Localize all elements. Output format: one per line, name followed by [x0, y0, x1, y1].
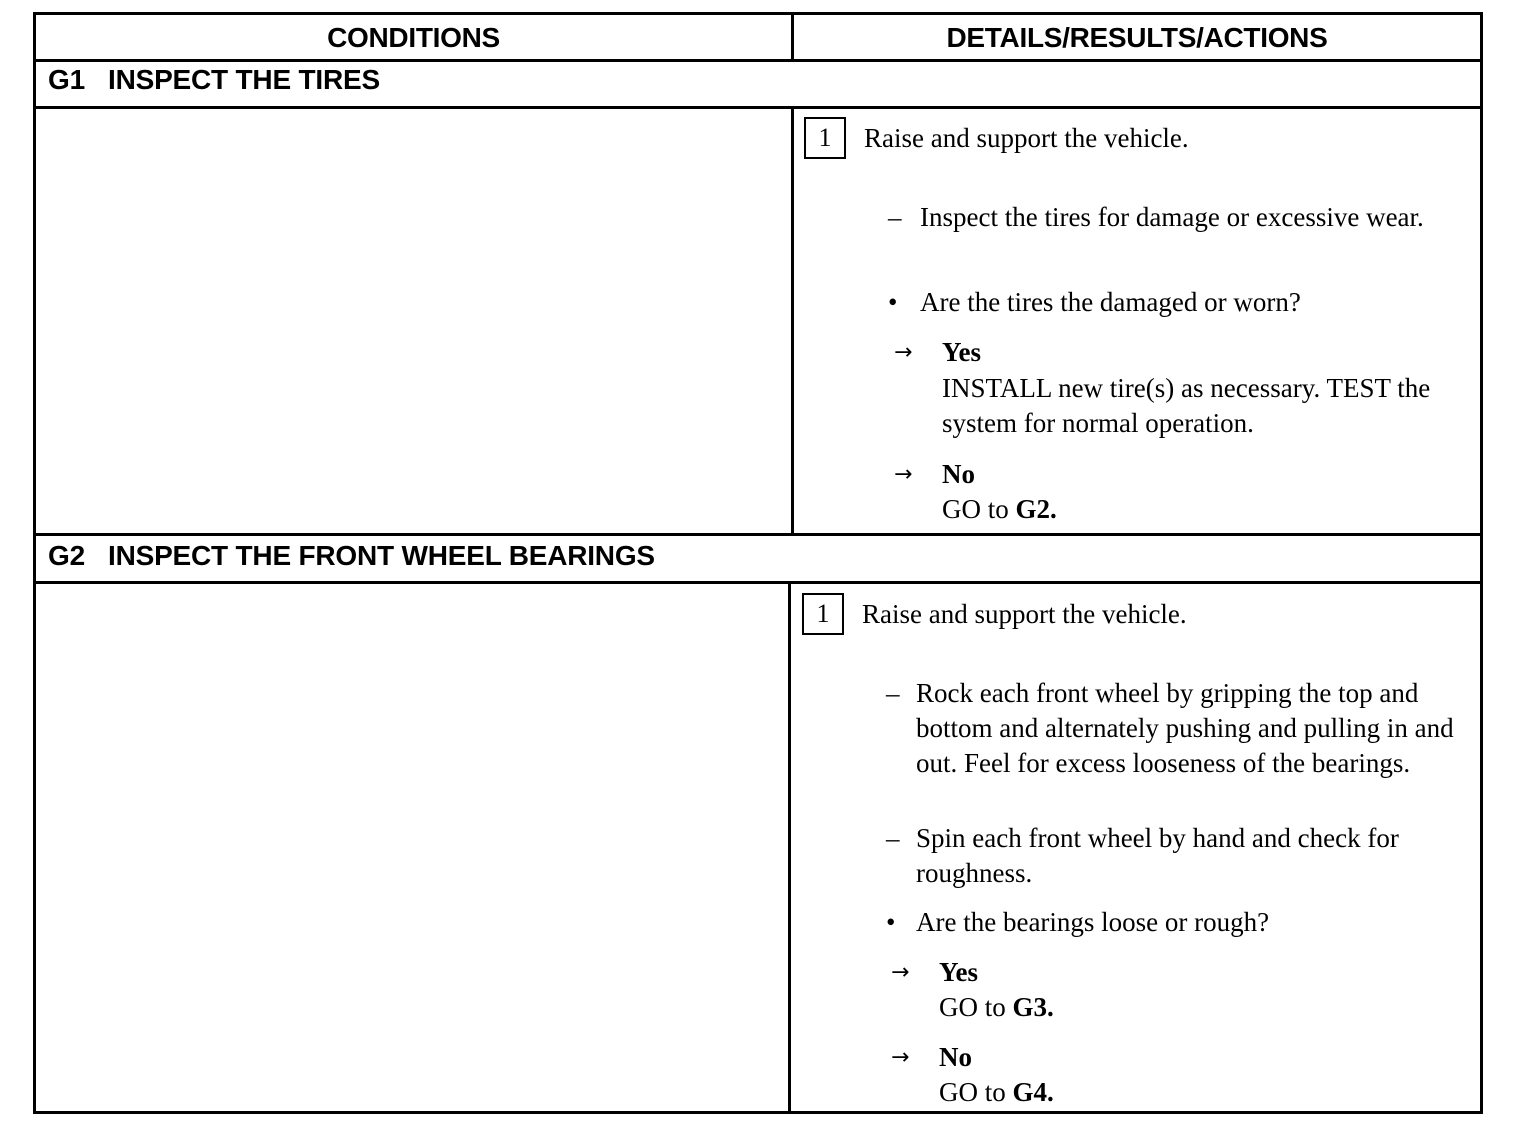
question-bullet: • — [886, 907, 896, 937]
g1-column-divider — [791, 106, 794, 534]
dash-item: Rock each front wheel by gripping the top and bottom and alternately pushing and pulling in and out. Feel for excess looseness of the bearings. — [916, 678, 1454, 778]
section-code-g2: G2 — [48, 540, 85, 571]
g2-title-rule — [36, 581, 1480, 584]
section-title-g1 — [48, 58, 380, 102]
no-action-text — [942, 492, 1057, 527]
dash-item: Spin each front wheel by hand and check for roughness. — [916, 823, 1399, 888]
no-label: No — [939, 1042, 972, 1072]
yes-label: Yes — [939, 957, 978, 987]
no-arrow-icon: → — [891, 1045, 910, 1070]
question-bullet: • — [888, 287, 898, 317]
step-number-box: 1 — [802, 593, 844, 635]
yes-action-text — [939, 990, 1054, 1025]
header-divider — [791, 15, 794, 61]
yes-action-prefix: GO to — [939, 992, 1006, 1022]
step-text: Raise and support the vehicle. — [862, 599, 1187, 629]
no-arrow-icon: → — [894, 462, 913, 487]
dash-item: Inspect the tires for damage or excessive wear. — [920, 202, 1424, 232]
section-heading-g1: INSPECT THE TIRES — [108, 64, 380, 95]
no-action-prefix: GO to — [942, 494, 1009, 524]
yes-action-target: G3. — [1012, 992, 1054, 1022]
yes-arrow-icon: → — [894, 340, 913, 365]
no-action-target: G4. — [1012, 1077, 1054, 1107]
yes-action-text: INSTALL new tire(s) as necessary. TEST the system for normal operation. — [942, 373, 1431, 438]
diagnostic-table — [33, 12, 1483, 1114]
dash-bullet: – — [886, 823, 900, 853]
conditions-column-header: CONDITIONS — [327, 22, 500, 53]
section-title-g2 — [48, 534, 655, 578]
section-code-g1: G1 — [48, 64, 85, 95]
yes-label: Yes — [942, 337, 981, 367]
question-text: Are the tires the damaged or worn? — [920, 287, 1301, 317]
no-action-prefix: GO to — [939, 1077, 1006, 1107]
dash-bullet: – — [888, 202, 902, 232]
no-action-text — [939, 1075, 1054, 1110]
g1-title-rule — [36, 106, 1480, 109]
section-heading-g2: INSPECT THE FRONT WHEEL BEARINGS — [108, 540, 655, 571]
question-text: Are the bearings loose or rough? — [916, 907, 1270, 937]
step-number-box: 1 — [804, 117, 846, 159]
yes-arrow-icon: → — [891, 960, 910, 985]
step-text: Raise and support the vehicle. — [864, 123, 1189, 153]
no-label: No — [942, 459, 975, 489]
dash-bullet: – — [886, 678, 900, 708]
no-action-target: G2. — [1015, 494, 1057, 524]
g2-column-divider — [788, 581, 791, 1114]
details-column-header: DETAILS/RESULTS/ACTIONS — [946, 22, 1328, 53]
